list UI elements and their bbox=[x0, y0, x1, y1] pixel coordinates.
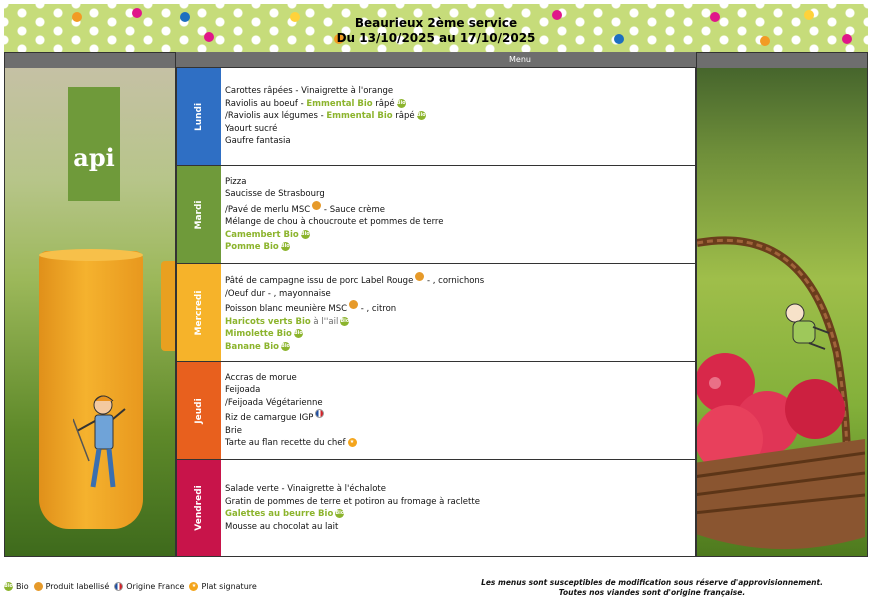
dish-item bbox=[225, 384, 695, 397]
dish-list bbox=[225, 460, 695, 556]
day-label: Jeudi bbox=[194, 397, 204, 424]
day-tab bbox=[177, 166, 221, 263]
legend-signature-label: Plat signature bbox=[201, 582, 257, 591]
dish-text: Pâté de campagne issu de porc Label Rouge bbox=[225, 276, 414, 286]
dish-item bbox=[225, 110, 695, 123]
boot-rim bbox=[39, 249, 143, 261]
menu-header-label: Menu bbox=[509, 55, 531, 64]
bio-icon: Bio bbox=[281, 342, 290, 349]
bio-icon: Bio bbox=[340, 317, 350, 324]
dish-item bbox=[225, 425, 695, 438]
bio-product-name: Pomme Bio bbox=[225, 242, 279, 252]
dish-item bbox=[225, 508, 695, 521]
left-illustration-panel bbox=[4, 52, 176, 557]
bio-icon: Bio bbox=[335, 510, 345, 516]
dish-item bbox=[225, 288, 695, 301]
day-tab bbox=[177, 362, 221, 459]
signature-dish-icon: ★ bbox=[189, 582, 198, 591]
dish-item bbox=[225, 216, 695, 229]
dish-text: /Raviolis aux légumes - bbox=[225, 111, 327, 122]
day-row-lundi bbox=[176, 67, 696, 166]
dish-item bbox=[225, 409, 695, 425]
dish-text: râpé bbox=[372, 98, 395, 109]
dish-item bbox=[225, 123, 695, 136]
bio-icon: Bio bbox=[300, 230, 310, 237]
site-name: Beaurieux 2ème service bbox=[354, 16, 518, 30]
child-climber-illustration bbox=[779, 299, 839, 359]
dish-text: Mélange de chou à choucroute et pommes de terre bbox=[225, 217, 444, 227]
dish-list bbox=[225, 68, 695, 165]
dish-text: Feijoada bbox=[225, 385, 261, 395]
day-row-jeudi bbox=[176, 361, 696, 460]
day-tab bbox=[177, 264, 221, 361]
bio-product-name: Camembert Bio bbox=[225, 229, 299, 240]
dish-text: Mousse au chocolat au lait bbox=[225, 521, 339, 532]
dish-text: à l''ail bbox=[310, 316, 339, 327]
dish-text: Carottes râpées - Vinaigrette à l'orange bbox=[225, 86, 394, 97]
dish-item bbox=[225, 341, 695, 354]
menu-column-header bbox=[176, 52, 696, 67]
dish-text: - , cornichons bbox=[424, 276, 485, 286]
apple-basket-illustration bbox=[697, 233, 865, 553]
dish-text: Raviolis au boeuf - bbox=[225, 98, 307, 109]
dish-item bbox=[225, 98, 695, 111]
day-tab bbox=[177, 68, 221, 165]
label-rouge-icon bbox=[34, 582, 43, 591]
bio-icon: Bio bbox=[293, 330, 303, 336]
dish-text: /Feijoada Végétarienne bbox=[225, 397, 323, 408]
api-logo: api bbox=[68, 87, 120, 201]
dish-text: Salade verte - Vinaigrette à l'échalote bbox=[225, 484, 386, 494]
dish-text: Gaufre fantasia bbox=[225, 136, 291, 147]
dish-item bbox=[225, 241, 695, 254]
bio-product-name: Haricots verts Bio bbox=[225, 316, 311, 327]
dish-text: Poisson blanc meunière MSC bbox=[225, 304, 348, 314]
date-range: Du 13/10/2025 au 17/10/2025 bbox=[336, 31, 536, 45]
dish-text: Accras de morue bbox=[225, 372, 297, 383]
dish-text: Pizza bbox=[225, 176, 247, 187]
dish-item bbox=[225, 229, 695, 242]
bio-product-name: Emmental Bio bbox=[326, 111, 393, 122]
signature-dish-icon: ★ bbox=[348, 438, 357, 447]
legend-label-label: Produit labellisé bbox=[45, 582, 110, 591]
dish-list bbox=[225, 166, 695, 263]
dish-text: Gratin de pommes de terre et potiron au fromage à raclette bbox=[225, 496, 480, 507]
dish-text: /Oeuf dur - , mayonnaise bbox=[225, 288, 331, 299]
dish-item bbox=[225, 316, 695, 329]
legend-france-label: Origine France bbox=[126, 582, 185, 591]
dish-text: Riz de camargue IGP bbox=[225, 413, 314, 423]
dish-text: Brie bbox=[225, 425, 242, 436]
day-label: Vendredi bbox=[194, 485, 204, 531]
label-rouge-icon bbox=[415, 272, 424, 281]
dish-item bbox=[225, 272, 695, 288]
dish-text: râpé bbox=[392, 111, 415, 122]
bio-product-name: Galettes au beurre Bio bbox=[225, 509, 334, 519]
france-flag-icon bbox=[114, 582, 123, 591]
dish-text: Tarte au flan recette du chef bbox=[225, 438, 346, 448]
dish-item bbox=[225, 300, 695, 316]
legend bbox=[4, 582, 260, 591]
label-rouge-icon bbox=[312, 201, 321, 210]
dish-item bbox=[225, 437, 695, 450]
dish-item bbox=[225, 372, 695, 385]
legend-bio-label: Bio bbox=[16, 582, 29, 591]
dish-list bbox=[225, 362, 695, 459]
dish-text: Yaourt sucré bbox=[225, 123, 278, 134]
dish-item bbox=[225, 496, 695, 509]
bio-product-name: Mimolette Bio bbox=[225, 329, 292, 339]
header-banner bbox=[4, 4, 868, 52]
disclaimer bbox=[440, 578, 864, 598]
dish-text: /Pavé de merlu MSC bbox=[225, 204, 311, 215]
day-row-vendredi bbox=[176, 459, 696, 557]
bio-product-name: Emmental Bio bbox=[306, 98, 373, 109]
label-rouge-icon bbox=[349, 300, 358, 309]
day-tab bbox=[177, 460, 221, 556]
day-label: Lundi bbox=[194, 102, 204, 131]
day-row-mardi bbox=[176, 165, 696, 264]
bio-icon: Bio bbox=[4, 583, 13, 589]
bio-product-name: Banane Bio bbox=[225, 341, 280, 352]
dish-item bbox=[225, 188, 695, 201]
dish-item bbox=[225, 135, 695, 148]
dish-text: - , citron bbox=[358, 304, 397, 314]
dish-list bbox=[225, 264, 695, 361]
dish-item bbox=[225, 328, 695, 341]
france-flag-icon bbox=[315, 409, 324, 418]
dish-item bbox=[225, 521, 695, 534]
dish-text: - Sauce crème bbox=[321, 204, 386, 215]
second-boot-image bbox=[161, 261, 176, 351]
bio-icon: Bio bbox=[416, 112, 426, 119]
dish-text: Saucisse de Strasbourg bbox=[225, 189, 325, 199]
day-row-mercredi bbox=[176, 263, 696, 362]
gardener-illustration bbox=[73, 391, 131, 493]
day-label: Mercredi bbox=[194, 290, 204, 335]
panel-header-bar bbox=[5, 53, 175, 68]
right-illustration-panel bbox=[696, 52, 868, 557]
bio-icon: Bio bbox=[280, 243, 290, 249]
dish-item bbox=[225, 397, 695, 410]
disclaimer-line-2: Toutes nos viandes sont d'origine française. bbox=[558, 588, 746, 597]
day-label: Mardi bbox=[194, 200, 204, 229]
disclaimer-line-1: Les menus sont susceptibles de modification sous réserve d'approvisionnement. bbox=[481, 578, 823, 587]
dish-item bbox=[225, 85, 695, 98]
bio-icon: Bio bbox=[396, 99, 406, 106]
dish-item bbox=[225, 201, 695, 217]
dish-item bbox=[225, 176, 695, 189]
page-title bbox=[4, 16, 868, 46]
dish-item bbox=[225, 483, 695, 496]
panel-header-bar bbox=[697, 53, 867, 68]
